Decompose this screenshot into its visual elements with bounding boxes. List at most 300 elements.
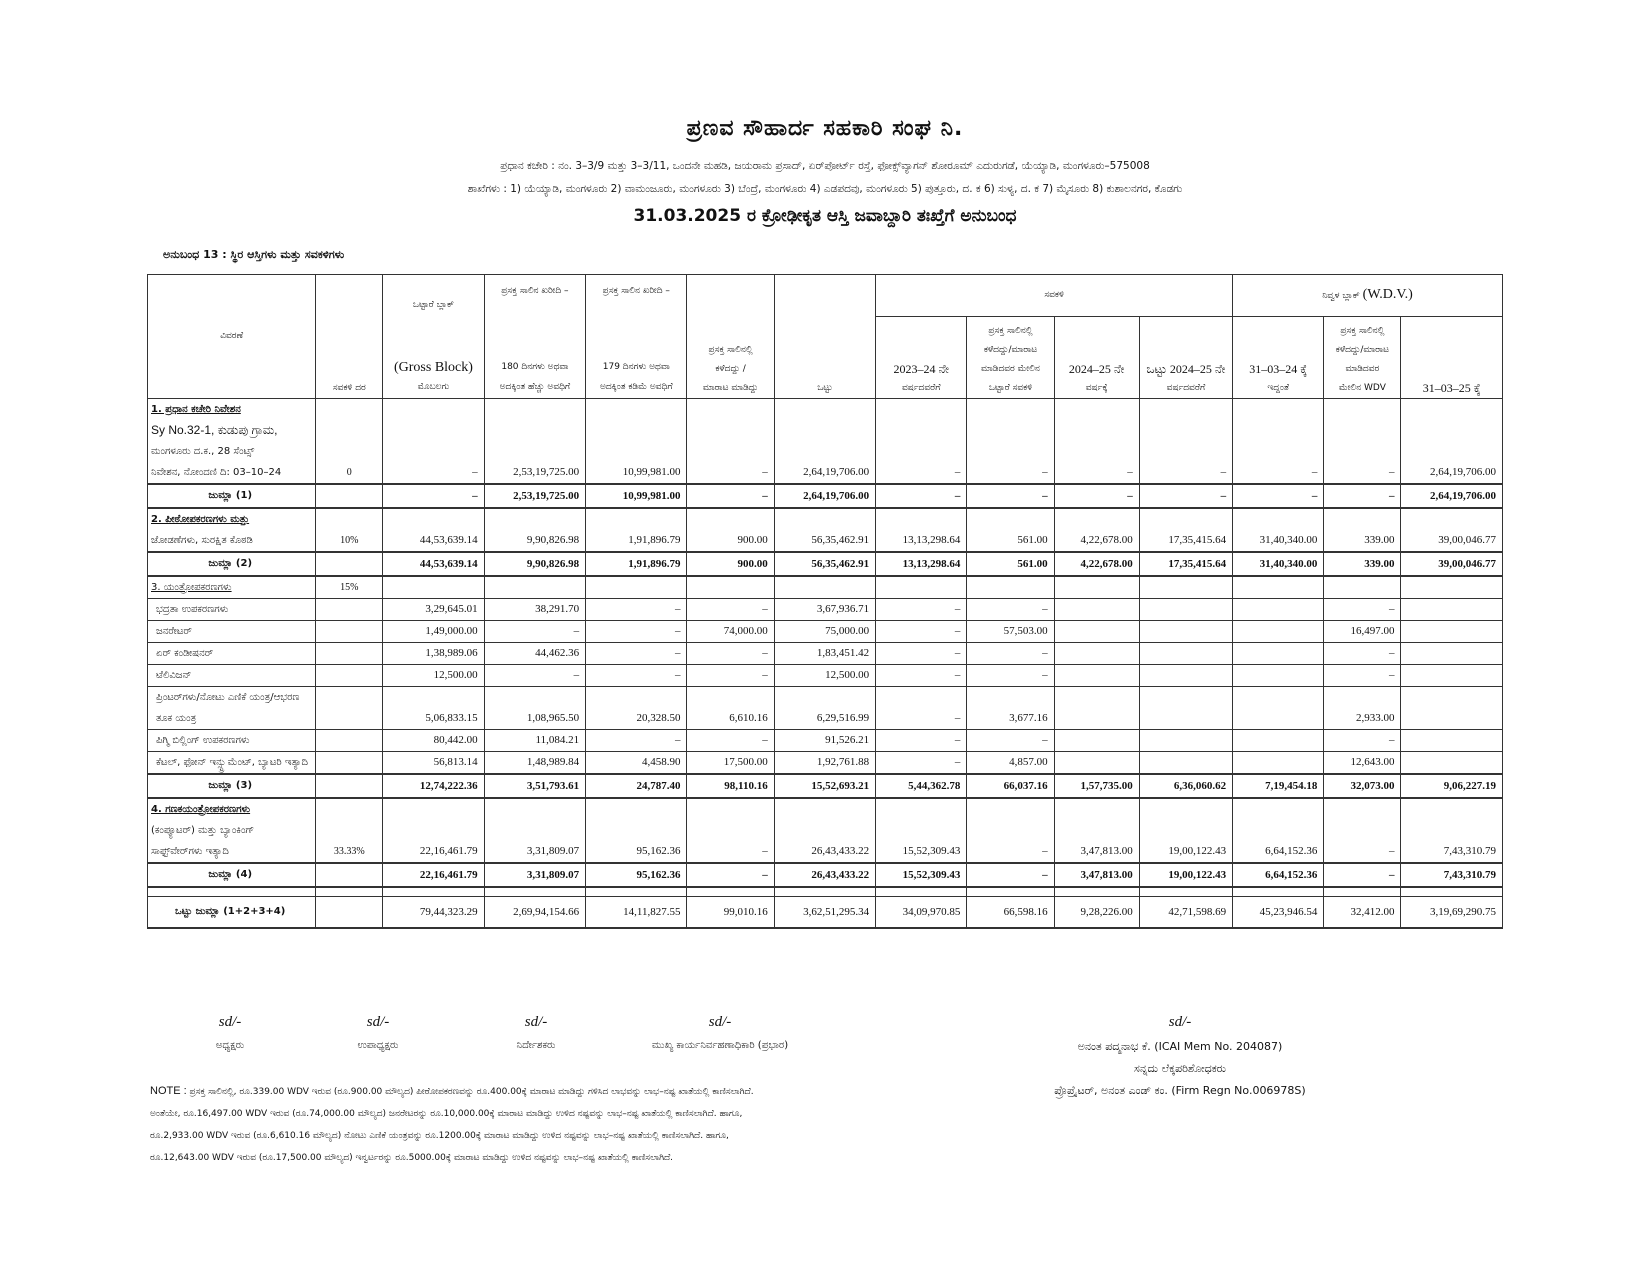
value-cell: 4,458.90: [586, 752, 687, 775]
value-cell: 561.00: [967, 552, 1054, 576]
subtotal-row: [148, 774, 1503, 798]
header-dep-on-deletion: [967, 317, 1054, 399]
value-cell: 19,00,122.43: [1139, 798, 1232, 863]
value-cell: 3,31,809.07: [484, 863, 585, 887]
section-heading-text: 3. ಯಂತ್ರೋಪಕರಣಗಳು: [151, 582, 232, 593]
value-cell: –: [876, 752, 967, 775]
value-cell: 95,162.36: [586, 798, 687, 863]
document-subtitle: 31.03.2025 ರ ಕ್ರೋಢೀಕೃತ ಆಸ್ತಿ ಜವಾಬ್ದಾರಿ ತಃಖ್ತೆಗೆ ಅನುಬಂಧ: [633, 206, 1017, 226]
value-cell: 38,291.70: [484, 599, 585, 621]
value-cell: –: [876, 665, 967, 687]
empty-cell: [967, 887, 1054, 897]
signature-mark: sd/-: [218, 1014, 242, 1030]
table-row: [148, 399, 1503, 485]
value-cell: 74,000.00: [687, 621, 774, 643]
asset-description: ಭದ್ರತಾ ಉಪಕರಣಗಳು: [148, 599, 316, 621]
header-deletions-1: ಪ್ರಸಕ್ತ ಸಾಲಿನಲ್ಲಿ: [708, 345, 753, 355]
header-wdv-group-kn: ನಿವ್ವಳ ಬ್ಲಾಕ್: [1322, 291, 1360, 301]
empty-cell: [774, 576, 875, 599]
value-cell: [1401, 752, 1503, 775]
value-cell: –: [876, 687, 967, 730]
value-cell: 7,43,310.79: [1401, 798, 1503, 863]
description-line: 1. ಪ್ರಧಾನ ಕಚೇರಿ ನಿವೇಶನ: [151, 404, 241, 415]
value-cell: [1054, 687, 1139, 730]
value-cell: [1233, 752, 1324, 775]
header-wdv-310325-label: 31–03–25 ಕ್ಕೆ: [1422, 381, 1481, 395]
value-cell: [1054, 730, 1139, 752]
description-line: 4. ಗಣಕಯಂತ್ರೋಪಕರಣಗಳು: [151, 804, 251, 815]
header-deletions-2: ಕಳೆದದ್ದು /: [715, 364, 746, 374]
description-line: ನಿವೇಶನ, ನೋಂದಣಿ ದಿ: 03–10–24: [151, 467, 282, 478]
empty-cell: [1139, 576, 1232, 599]
value-cell: 2,933.00: [1324, 687, 1401, 730]
grand-total-row: [148, 897, 1503, 929]
value-cell: –: [1324, 484, 1401, 508]
value-cell: –: [1139, 399, 1232, 485]
value-cell: 1,57,735.00: [1054, 774, 1139, 798]
value-cell: 3,677.16: [967, 687, 1054, 730]
value-cell: [1401, 730, 1503, 752]
note-line: ಅಂತೆಯೇ, ರೂ.16,497.00 WDV ಇರುವ (ರೂ.74,000.00 ಮೌಲ್ಯದ) ಜನರೇಟರನ್ನು ರೂ.10,000.00ಕ್ಕೆ ಮಾರಾಟ ಮಾಡಿದ್ದು ಉಳಿದ ನಷ್ಟವನ್ನು ಲಾಭ–ನಷ್ಟ ಖಾತೆಯಲ್ಲಿ ಕಾಣಿಸಲಾಗಿದೆ. ಹಾಗೂ,: [150, 1109, 743, 1119]
table-row: [148, 643, 1503, 665]
table-row: [148, 621, 1503, 643]
header-wdv-310324: [1233, 317, 1324, 399]
value-cell: –: [1233, 484, 1324, 508]
value-cell: 2,53,19,725.00: [484, 399, 585, 485]
section-heading: [148, 576, 316, 599]
empty-cell: [1054, 576, 1139, 599]
table-row: [148, 798, 1503, 863]
empty-cell: [316, 774, 383, 798]
value-cell: 15,52,693.21: [774, 774, 875, 798]
subtotal-row: [148, 484, 1503, 508]
value-cell: 9,90,826.98: [484, 508, 585, 552]
subtotal-label: ಜುಮ್ಲಾ (2): [148, 552, 316, 576]
value-cell: –: [967, 863, 1054, 887]
asset-description: [148, 508, 316, 552]
empty-cell: [316, 552, 383, 576]
value-cell: 75,000.00: [774, 621, 875, 643]
value-cell: [1233, 687, 1324, 730]
header-wdv-group-en: (W.D.V.): [1362, 287, 1413, 302]
organization-name: ಪ್ರಣವ ಸೌಹಾರ್ದ ಸಹಕಾರಿ ಸಂಘ ನಿ.: [686, 116, 964, 141]
empty-cell: [876, 576, 967, 599]
value-cell: –: [383, 484, 484, 508]
value-cell: –: [687, 665, 774, 687]
value-cell: 26,43,433.22: [774, 798, 875, 863]
value-cell: 4,857.00: [967, 752, 1054, 775]
value-cell: 3,19,69,290.75: [1401, 897, 1503, 929]
header-additions-180-sub2: ಅದಕ್ಕಿಂತ ಹೆಚ್ಚು ಅವಧಿಗೆ: [499, 382, 571, 392]
note-line: ರೂ.2,933.00 WDV ಇರುವ (ರೂ.6,610.16 ಮೌಲ್ಯದ) ನೋಟು ಎಣಿಕೆ ಯಂತ್ರವನ್ನು ರೂ.1200.00ಕ್ಕೆ ಮಾರಾಟ ಮಾಡಿದ್ದು ಉಳಿದ ನಷ್ಟವನ್ನು ಲಾಭ–ನಷ್ಟ ಖಾತೆಯಲ್ಲಿ ಕಾಣಿಸಲಾಗಿದೆ. ಹಾಗೂ,: [150, 1131, 729, 1141]
value-cell: 57,503.00: [967, 621, 1054, 643]
empty-cell: [383, 887, 484, 897]
header-dep-upto-2324-2: ವರ್ಷದವರೆಗೆ: [901, 383, 941, 393]
value-cell: –: [967, 665, 1054, 687]
table-row: [148, 752, 1503, 775]
value-cell: 6,36,060.62: [1139, 774, 1232, 798]
empty-cell: [316, 887, 383, 897]
value-cell: –: [586, 643, 687, 665]
value-cell: 3,31,809.07: [484, 798, 585, 863]
value-cell: 44,53,639.14: [383, 508, 484, 552]
value-cell: 31,40,340.00: [1233, 508, 1324, 552]
value-cell: –: [586, 599, 687, 621]
header-dep-2425: [1054, 317, 1139, 399]
value-cell: 6,64,152.36: [1233, 863, 1324, 887]
depreciation-rate: [316, 599, 383, 621]
empty-cell: [1401, 576, 1503, 599]
signature-mark: sd/-: [366, 1014, 390, 1030]
asset-description: [148, 798, 316, 863]
table-row: [148, 687, 1503, 730]
header-depreciation-group: ಸವಕಳಿ: [876, 275, 1233, 317]
value-cell: 22,16,461.79: [383, 798, 484, 863]
value-cell: 2,53,19,725.00: [484, 484, 585, 508]
notes-block: [150, 1080, 950, 1169]
auditor-firm: ಪ್ರೊಪ್ರೈಟರ್, ಅನಂತ ಎಂಡ್ ಕಂ. (Firm Regn No.006978S): [1054, 1084, 1306, 1097]
value-cell: –: [967, 399, 1054, 485]
subtotal-label: ಜುಮ್ಲಾ (3): [148, 774, 316, 798]
value-cell: 9,90,826.98: [484, 552, 585, 576]
value-cell: 20,328.50: [586, 687, 687, 730]
note-line: ಪ್ರಸಕ್ತ ಸಾಲಿನಲ್ಲಿ, ರೂ.339.00 WDV ಇರುವ (ರೂ.900.00 ಮೌಲ್ಯದ) ಪೀಠೋಪಕರಣವನ್ನು ರೂ.400.00ಕ್ಕೆ ಮಾರಾಟ ಮಾಡಿದ್ದು ಗಳಿಸಿದ ಲಾಭವನ್ನು ಲಾಭ–ನಷ್ಟ ಖಾತೆಯಲ್ಲಿ ಕಾಣಿಸಲಾಗಿದೆ.: [189, 1087, 754, 1097]
value-cell: –: [967, 599, 1054, 621]
header-gross-block: [383, 275, 484, 399]
value-cell: –: [687, 599, 774, 621]
value-cell: –: [967, 643, 1054, 665]
empty-cell: [967, 576, 1054, 599]
value-cell: 10,99,981.00: [586, 399, 687, 485]
depreciation-rate: [316, 665, 383, 687]
value-cell: –: [967, 798, 1054, 863]
asset-description: ಏರ್ ಕಂಡೀಷನರ್: [148, 643, 316, 665]
header-wdv-310324-2: ಇದ್ದಂತೆ: [1267, 383, 1290, 393]
value-cell: 26,43,433.22: [774, 863, 875, 887]
value-cell: 9,28,226.00: [1054, 897, 1139, 929]
value-cell: –: [484, 621, 585, 643]
signature-role: ಅಧ್ಯಕ್ಷರು: [215, 1040, 245, 1051]
header-dep-upto-2324-1: 2023–24 ನೇ: [893, 362, 950, 376]
value-cell: [1233, 665, 1324, 687]
header-additions-179-sub1: 179 ದಿನಗಳು ಅಥವಾ: [602, 362, 670, 372]
value-cell: 3,67,936.71: [774, 599, 875, 621]
value-cell: –: [1324, 643, 1401, 665]
empty-cell: [484, 887, 585, 897]
subtotal-row: [148, 552, 1503, 576]
value-cell: 39,00,046.77: [1401, 552, 1503, 576]
header-rate: ಸವಕಳಿ ದರ: [316, 275, 383, 399]
header-gross-block-en: (Gross Block): [394, 360, 473, 375]
description-line: (ಕಂಪ್ಯೂಟರ್) ಮತ್ತು ಬ್ಯಾಂಕಿಂಗ್: [151, 825, 255, 836]
value-cell: 2,64,19,706.00: [1401, 484, 1503, 508]
value-cell: 5,06,833.15: [383, 687, 484, 730]
value-cell: 4,22,678.00: [1054, 508, 1139, 552]
asset-description: ಟೆಲಿವಿಜನ್: [148, 665, 316, 687]
header-total: ಒಟ್ಟು: [774, 275, 875, 399]
header-dep-total-2: ವರ್ಷದವರೆಗೆ: [1166, 383, 1206, 393]
value-cell: –: [687, 399, 774, 485]
empty-cell: [1139, 887, 1232, 897]
table-row: [148, 730, 1503, 752]
value-cell: –: [586, 665, 687, 687]
value-cell: 1,91,896.79: [586, 552, 687, 576]
value-cell: 1,49,000.00: [383, 621, 484, 643]
value-cell: 98,110.16: [687, 774, 774, 798]
signature-mark: sd/-: [524, 1014, 548, 1030]
value-cell: 7,43,310.79: [1401, 863, 1503, 887]
depreciation-rate: [316, 687, 383, 730]
empty-cell: [316, 863, 383, 887]
value-cell: 2,64,19,706.00: [1401, 399, 1503, 485]
value-cell: –: [876, 621, 967, 643]
header-additions-180: [484, 275, 585, 399]
value-cell: [1054, 643, 1139, 665]
depreciation-rate: 0: [316, 399, 383, 485]
value-cell: [1139, 730, 1232, 752]
value-cell: [1233, 643, 1324, 665]
value-cell: 32,412.00: [1324, 897, 1401, 929]
value-cell: 1,08,965.50: [484, 687, 585, 730]
description-line: Sy No.32-1, ಕುಡುಪು ಗ್ರಾಮ,: [151, 423, 278, 437]
value-cell: [1233, 621, 1324, 643]
fixed-assets-table: [147, 274, 1503, 929]
depreciation-rate: 33.33%: [316, 798, 383, 863]
value-cell: 3,47,813.00: [1054, 863, 1139, 887]
auditor-signature-mark: sd/-: [1168, 1014, 1192, 1030]
value-cell: 17,35,415.64: [1139, 552, 1232, 576]
value-cell: 99,010.16: [687, 897, 774, 929]
value-cell: 19,00,122.43: [1139, 863, 1232, 887]
header-dep-total-1: ಒಟ್ಟು 2024–25 ನೇ: [1146, 362, 1226, 376]
value-cell: 79,44,323.29: [383, 897, 484, 929]
value-cell: 17,500.00: [687, 752, 774, 775]
value-cell: 7,19,454.18: [1233, 774, 1324, 798]
header-dep-2425-2: ವರ್ಷಕ್ಕೆ: [1085, 383, 1108, 393]
empty-cell: [876, 887, 967, 897]
depreciation-rate: 15%: [316, 576, 383, 599]
value-cell: 1,38,989.06: [383, 643, 484, 665]
header-gross-block-sub: ಮೊಬಲಗು: [417, 382, 450, 392]
value-cell: [1139, 687, 1232, 730]
value-cell: [1139, 621, 1232, 643]
asset-description: ಕೆಟಲ್, ಫೋನ್ ಇನ್ಸ್ಟ್ರುಮೆಂಟ್, ಬ್ಯಾಟರಿ ಇತ್ಯಾದಿ: [148, 752, 316, 775]
value-cell: 32,073.00: [1324, 774, 1401, 798]
header-gross-block-top: ಒಟ್ಟಾರೆ ಬ್ಲಾಕ್: [412, 300, 455, 310]
value-cell: –: [876, 484, 967, 508]
header-dep-on-deletion-2: ಕಳೆದದ್ದು/ಮಾರಾಟ: [983, 345, 1038, 355]
value-cell: 13,13,298.64: [876, 508, 967, 552]
value-cell: 12,500.00: [774, 665, 875, 687]
value-cell: 6,610.16: [687, 687, 774, 730]
empty-cell: [316, 897, 383, 929]
header-additions-179: [586, 275, 687, 399]
value-cell: –: [687, 863, 774, 887]
subtotal-label: ಜುಮ್ಲಾ (4): [148, 863, 316, 887]
value-cell: 56,813.14: [383, 752, 484, 775]
value-cell: –: [967, 484, 1054, 508]
header-deletions-3: ಮಾರಾಟ ಮಾಡಿದ್ದು: [702, 383, 759, 393]
value-cell: [1054, 621, 1139, 643]
value-cell: 4,22,678.00: [1054, 552, 1139, 576]
value-cell: 12,500.00: [383, 665, 484, 687]
header-dep-2425-1: 2024–25 ನೇ: [1068, 362, 1125, 376]
value-cell: –: [687, 798, 774, 863]
value-cell: 1,48,989.84: [484, 752, 585, 775]
header-dep-on-deletion-1: ಪ್ರಸಕ್ತ ಸಾಲಿನಲ್ಲಿ: [988, 326, 1033, 336]
value-cell: [1401, 643, 1503, 665]
value-cell: 34,09,970.85: [876, 897, 967, 929]
table-row: [148, 599, 1503, 621]
value-cell: 9,06,227.19: [1401, 774, 1503, 798]
value-cell: [1139, 643, 1232, 665]
value-cell: 1,83,451.42: [774, 643, 875, 665]
empty-cell: [687, 887, 774, 897]
value-cell: –: [586, 621, 687, 643]
value-cell: 900.00: [687, 552, 774, 576]
value-cell: 3,62,51,295.34: [774, 897, 875, 929]
empty-cell: [383, 576, 484, 599]
table-row: [148, 508, 1503, 552]
header-wdv-deleted: [1324, 317, 1401, 399]
value-cell: 24,787.40: [586, 774, 687, 798]
value-cell: [1139, 665, 1232, 687]
value-cell: –: [1054, 399, 1139, 485]
value-cell: –: [1324, 730, 1401, 752]
asset-description: ಪ್ರಿಂಟರ್‌ಗಳು/ನೋಟು ಎಣಿಕೆ ಯಂತ್ರ/ಆಭರಣ ತೂಕ ಯಂತ್ರ: [148, 687, 316, 730]
asset-description: [148, 399, 316, 485]
description-line: 2. ಪೀಠೋಪಕರಣಗಳು ಮತ್ತು: [151, 514, 250, 525]
header-wdv-group: [1233, 275, 1503, 317]
table-row: [148, 665, 1503, 687]
head-office-address: ಪ್ರಧಾನ ಕಚೇರಿ : ನಂ. 3–3/9 ಮತ್ತು 3–3/11, ಒಂದನೇ ಮಹಡಿ, ಜಯರಾಮ ಪ್ರಸಾದ್, ಏರ್‌ಪೋರ್ಟ್ ರಸ್ತೆ, ಫೋಕ್ಸ್‌ವ್ಯಾಗನ್ ಶೋರೂಮ್ ಎದುರುಗಡೆ, ಯೆಯ್ಯಾಡಿ, ಮಂಗಳೂರು–575008: [500, 160, 1150, 172]
header-additions-180-top: ಪ್ರಸಕ್ತ ಸಾಲಿನ ಖರೀದಿ –: [501, 286, 569, 296]
value-cell: 15,52,309.43: [876, 863, 967, 887]
value-cell: –: [586, 730, 687, 752]
value-cell: [1401, 621, 1503, 643]
value-cell: 15,52,309.43: [876, 798, 967, 863]
value-cell: 561.00: [967, 508, 1054, 552]
empty-cell: [687, 576, 774, 599]
depreciation-rate: [316, 621, 383, 643]
value-cell: –: [1324, 863, 1401, 887]
auditor-title: ಸನ್ನದು ಲೆಕ್ಕಪರಿಶೋಧಕರು: [1134, 1062, 1226, 1075]
description-line: ಸಾಫ್ಟ್‌ವೇರ್‌ಗಳು ಇತ್ಯಾದಿ: [151, 846, 229, 857]
asset-description: ಜನರೇಟರ್: [148, 621, 316, 643]
empty-cell: [1054, 887, 1139, 897]
value-cell: [1233, 599, 1324, 621]
header-dep-on-deletion-3: ಮಾಡಿದವರ ಮೇಲಿನ: [981, 364, 1040, 374]
header-wdv-deleted-3: ಮಾಡಿದವರ: [1345, 364, 1380, 374]
header-additions-180-sub1: 180 ದಿನಗಳು ಅಥವಾ: [501, 362, 569, 372]
value-cell: 31,40,340.00: [1233, 552, 1324, 576]
value-cell: 1,91,896.79: [586, 508, 687, 552]
value-cell: 66,598.16: [967, 897, 1054, 929]
value-cell: 16,497.00: [1324, 621, 1401, 643]
empty-cell: [484, 576, 585, 599]
value-cell: –: [484, 665, 585, 687]
value-cell: 11,084.21: [484, 730, 585, 752]
value-cell: 1,92,761.88: [774, 752, 875, 775]
header-wdv-deleted-2: ಕಳೆದದ್ದು/ಮಾರಾಟ: [1335, 345, 1389, 355]
value-cell: –: [687, 643, 774, 665]
value-cell: 339.00: [1324, 552, 1401, 576]
header-dep-upto-2324: [876, 317, 967, 399]
empty-cell: [316, 484, 383, 508]
value-cell: [1054, 599, 1139, 621]
auditor-name: ಅನಂತ ಪದ್ಮನಾಭ ಕೆ. (ICAI Mem No. 204087): [1077, 1040, 1283, 1053]
value-cell: –: [1324, 798, 1401, 863]
value-cell: –: [1324, 399, 1401, 485]
value-cell: 17,35,415.64: [1139, 508, 1232, 552]
value-cell: –: [967, 730, 1054, 752]
value-cell: 339.00: [1324, 508, 1401, 552]
value-cell: 10,99,981.00: [586, 484, 687, 508]
depreciation-rate: [316, 643, 383, 665]
header-wdv-deleted-4: ಮೇಲಿನ WDV: [1338, 383, 1386, 393]
empty-cell: [586, 576, 687, 599]
description-line: ಮಂಗಳೂರು ದ.ಕ., 28 ಸೆಂಟ್ಸ್: [151, 446, 255, 457]
value-cell: 91,526.21: [774, 730, 875, 752]
description-line: ಜೋಡಣೆಗಳು, ಸುರಕ್ಷಿತ ಕೊಠಡಿ: [151, 535, 253, 546]
value-cell: –: [1139, 484, 1232, 508]
value-cell: [1401, 599, 1503, 621]
spacer-row: [148, 887, 1503, 897]
empty-cell: [586, 887, 687, 897]
table-body: [148, 399, 1503, 929]
value-cell: 56,35,462.91: [774, 552, 875, 576]
notes-label: NOTE :: [150, 1085, 187, 1097]
annexure-heading: ಅನುಬಂಧ 13 : ಸ್ಥಿರ ಆಸ್ತಿಗಳು ಮತ್ತು ಸವಕಳಿಗಳು: [163, 248, 345, 261]
value-cell: 5,44,362.78: [876, 774, 967, 798]
value-cell: [1401, 687, 1503, 730]
value-cell: –: [876, 399, 967, 485]
branches-list: ಶಾಖೆಗಳು : 1) ಯೆಯ್ಯಾಡಿ, ಮಂಗಳೂರು 2) ವಾಮಂಜೂರು, ಮಂಗಳೂರು 3) ಬೆಂದ್ರೆ, ಮಂಗಳೂರು 4) ಎಡಪದವು, ಮಂಗಳೂರು 5) ಪುತ್ತೂರು, ದ. ಕ 6) ಸುಳ್ಯ, ದ. ಕ 7) ಮೈಸೂರು 8) ಕುಶಾಲನಗರ, ಕೊಡಗು: [467, 183, 1183, 195]
subtotal-label: ಜುಮ್ಲಾ (1): [148, 484, 316, 508]
value-cell: [1054, 665, 1139, 687]
value-cell: 3,47,813.00: [1054, 798, 1139, 863]
signature-mark: sd/-: [708, 1014, 732, 1030]
value-cell: 95,162.36: [586, 863, 687, 887]
signature-role: ನಿರ್ದೇಶಕರು: [516, 1040, 556, 1051]
signature-role: ಉಪಾಧ್ಯಕ್ಷರು: [357, 1040, 399, 1051]
value-cell: 12,74,222.36: [383, 774, 484, 798]
value-cell: 2,69,94,154.66: [484, 897, 585, 929]
value-cell: 3,29,645.01: [383, 599, 484, 621]
value-cell: –: [876, 643, 967, 665]
empty-cell: [148, 887, 316, 897]
value-cell: [1233, 730, 1324, 752]
value-cell: –: [687, 484, 774, 508]
value-cell: –: [876, 730, 967, 752]
signature-role: ಮುಖ್ಯ ಕಾರ್ಯನಿರ್ವಹಣಾಧಿಕಾರಿ (ಪ್ರಭಾರ): [651, 1040, 789, 1051]
value-cell: 14,11,827.55: [586, 897, 687, 929]
empty-cell: [1324, 576, 1401, 599]
header-wdv-deleted-1: ಪ್ರಸಕ್ತ ಸಾಲಿನಲ್ಲಿ: [1340, 326, 1385, 336]
header-additions-179-sub2: ಅದಕ್ಕಿಂತ ಕಡಿಮೆ ಅವಧಿಗೆ: [599, 382, 673, 392]
asset-description: ಪಿಗ್ಮಿ ಬಿಲ್ಲಿಂಗ್ ಉಪಕರಣಗಳು: [148, 730, 316, 752]
value-cell: –: [1324, 665, 1401, 687]
header-additions-179-top: ಪ್ರಸಕ್ತ ಸಾಲಿನ ಖರೀದಿ –: [602, 286, 670, 296]
value-cell: –: [1054, 484, 1139, 508]
value-cell: 2,64,19,706.00: [774, 399, 875, 485]
value-cell: 13,13,298.64: [876, 552, 967, 576]
empty-cell: [1401, 887, 1503, 897]
value-cell: 56,35,462.91: [774, 508, 875, 552]
empty-cell: [1233, 576, 1324, 599]
value-cell: 900.00: [687, 508, 774, 552]
value-cell: –: [1233, 399, 1324, 485]
